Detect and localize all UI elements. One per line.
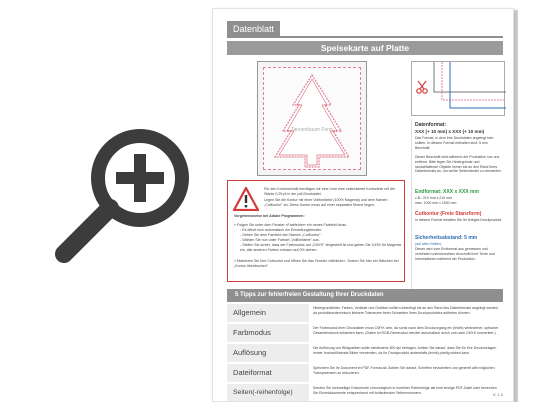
- scissors-preview: [411, 61, 505, 116]
- tip-label: Seiten(-reihenfolge): [227, 384, 309, 402]
- tips-title: 5 Tipps zur fehlerfreien Gestaltung Ihrer Druckdaten: [227, 289, 503, 302]
- tip-row: [227, 384, 503, 402]
- safety-text: Dieser wird vom Endformat aus gemessen und verhindert unerwünschten Anschnitt Ihrer Texte und Informationen während der Produktion.: [415, 247, 495, 261]
- format-info: [411, 119, 505, 289]
- warning-icon: [233, 187, 259, 211]
- warning-text-1: Für den Konturschnitt benötigen wir eine Linie eine vektorisierte Konturlinie mit der Stärke 0,25 pt in der pdf-Druckdatei.: [264, 187, 396, 196]
- warning-text-3: Vorgehensweise bei Adobe Programmen:: [234, 214, 305, 218]
- bleed-text: Dieser Beschnitt wird während der Produktion von uns entfernt. Bitte legen Sie Hintergründe und randabfallende Objekte immer bis an den Rand Ihres Datenformats an, um weiße Seitenränder zu vermeiden.: [415, 155, 502, 174]
- warning-box: [227, 180, 405, 282]
- datasheet-page: [212, 8, 514, 402]
- header-tab: Datenblatt: [227, 21, 280, 37]
- tree-label: Tannenbaum Form: [291, 127, 333, 133]
- header-rule: [227, 36, 503, 38]
- page-title: Speisekarte auf Platte: [227, 41, 503, 55]
- safety-title: Sicherheitsabstand: 5 mm: [415, 235, 478, 241]
- tip-text: Speichern Sie Ihr Dokument im PDF-Format ab. Achten Sie darauf, Schriften einzubetten und generell alle möglichen Transparenzen zu reduzieren.: [313, 366, 495, 375]
- tip-label: Allgemein: [227, 304, 309, 322]
- tip-row: [227, 324, 503, 343]
- cut-contour-title: Cutkontur (Freie Stanzform): [415, 211, 482, 217]
- warning-text-2: Legen Sie die Kontur mit einer Vollfonfarbe (100% Magenta) und dem Namen „CutKontur" an. Diese Kontur muss auf einer separaten Ebene liegen.: [264, 198, 388, 207]
- tip-row: [227, 344, 503, 363]
- tip-row: [227, 304, 503, 323]
- scissors-icon: [416, 80, 430, 94]
- tip-label: Auflösung: [227, 344, 309, 362]
- tree-shape-icon: [257, 61, 367, 176]
- tip-text: Die Auflösung von Bildgrafiken sollte mindestens 300 dpi betragen. Achten Sie darauf, dass Sie für Ihre Druckvorlagen immer hochauflösende Bilder verwenden, da Ihr Druckprodukt andernfalls (leicht) pixelig wirken kann.: [313, 346, 497, 355]
- zoom-in-icon[interactable]: [52, 120, 202, 270]
- tip-label: Dateiformat: [227, 364, 309, 382]
- final-format-max: max. 1000 mm x 1500 mm: [415, 201, 457, 205]
- warning-text-6: - Geben Sie dem Farbfeld den Namen „CutKontur".: [240, 233, 322, 237]
- tip-text: Der Farbmodus Ihrer Druckdaten muss CMYK sein, da sonst nach dem Druckvorgang ein (leicht) veränderter, optischer Gesamteindruck entstehen kann. (Daten im RGB-Farbmodus werden automatisch durch uns nach CMYK konvertiert.): [313, 326, 499, 335]
- warning-text-4: » Folgen Sie unter dem Fenster »Farbfelder« ein neues Farbfeld hinzu.: [234, 223, 348, 227]
- tip-text: Hintergrundbilder, Farben, Verläufe und Grafiken sollten unbedingt bis an den Rand des Datenformats angelegt werden, da produktionstechnisch kleinere Toleranzen beim Schneiden Ihres Druckproduktes auftreten können.: [313, 306, 499, 315]
- tip-text: Senden Sie mehrseitige Dokumente chronologisch in korrekter Reihenfolge als eine einzige PDF-Datei oder benennen Sie Einzeldokumente entsprechend mit fortlaufenden Seitennummern.: [313, 386, 497, 395]
- tip-label: Farbmodus: [227, 324, 309, 342]
- safety-subtitle: (auf allen Seiten): [415, 242, 442, 246]
- version-label: V. 1.0: [492, 392, 503, 397]
- tip-row: [227, 364, 503, 383]
- final-format-example: z.B.: 210 mm x 210 mm: [415, 196, 452, 200]
- template-drawing: [257, 61, 367, 176]
- format-text: Das Format, in dem Ihre Druckdaten angelegt sein sollten. In diesem Format enthalten sind: 5 mm Beschnitt.: [415, 136, 494, 150]
- format-title: Datenformat:: [415, 122, 447, 128]
- cut-contour-text: In diesem Format erhalten Sie Ihr fertiges Druckprodukt.: [415, 218, 503, 222]
- warning-text-9: » Markieren Sie Ihre Cutkontur und öffnen Sie das Fenster »Attribute«. Setzen Sie hier ein Häkchen bei „Kontur überdrucken".: [234, 259, 399, 268]
- warning-text-7: - Wählen Sie nun unter Farbart „Vollfonfarbe" aus.: [240, 238, 320, 242]
- warning-text-5: - Es öffnet sich automatisch ein Einstellungsfenster.: [240, 228, 323, 232]
- final-format-title: Endformat: XXX x XXX mm: [415, 189, 479, 195]
- warning-text-8: - Stellen Sie sicher, dass der Farbmodus auf „CMYK" eingestellt ist und geben Sie 100% für Magenta ein, alle anderen Farben müssen auf 0% stehen.: [240, 243, 401, 252]
- format-value: XXX (+ 10 mm) x XXX (+ 10 mm): [415, 129, 485, 134]
